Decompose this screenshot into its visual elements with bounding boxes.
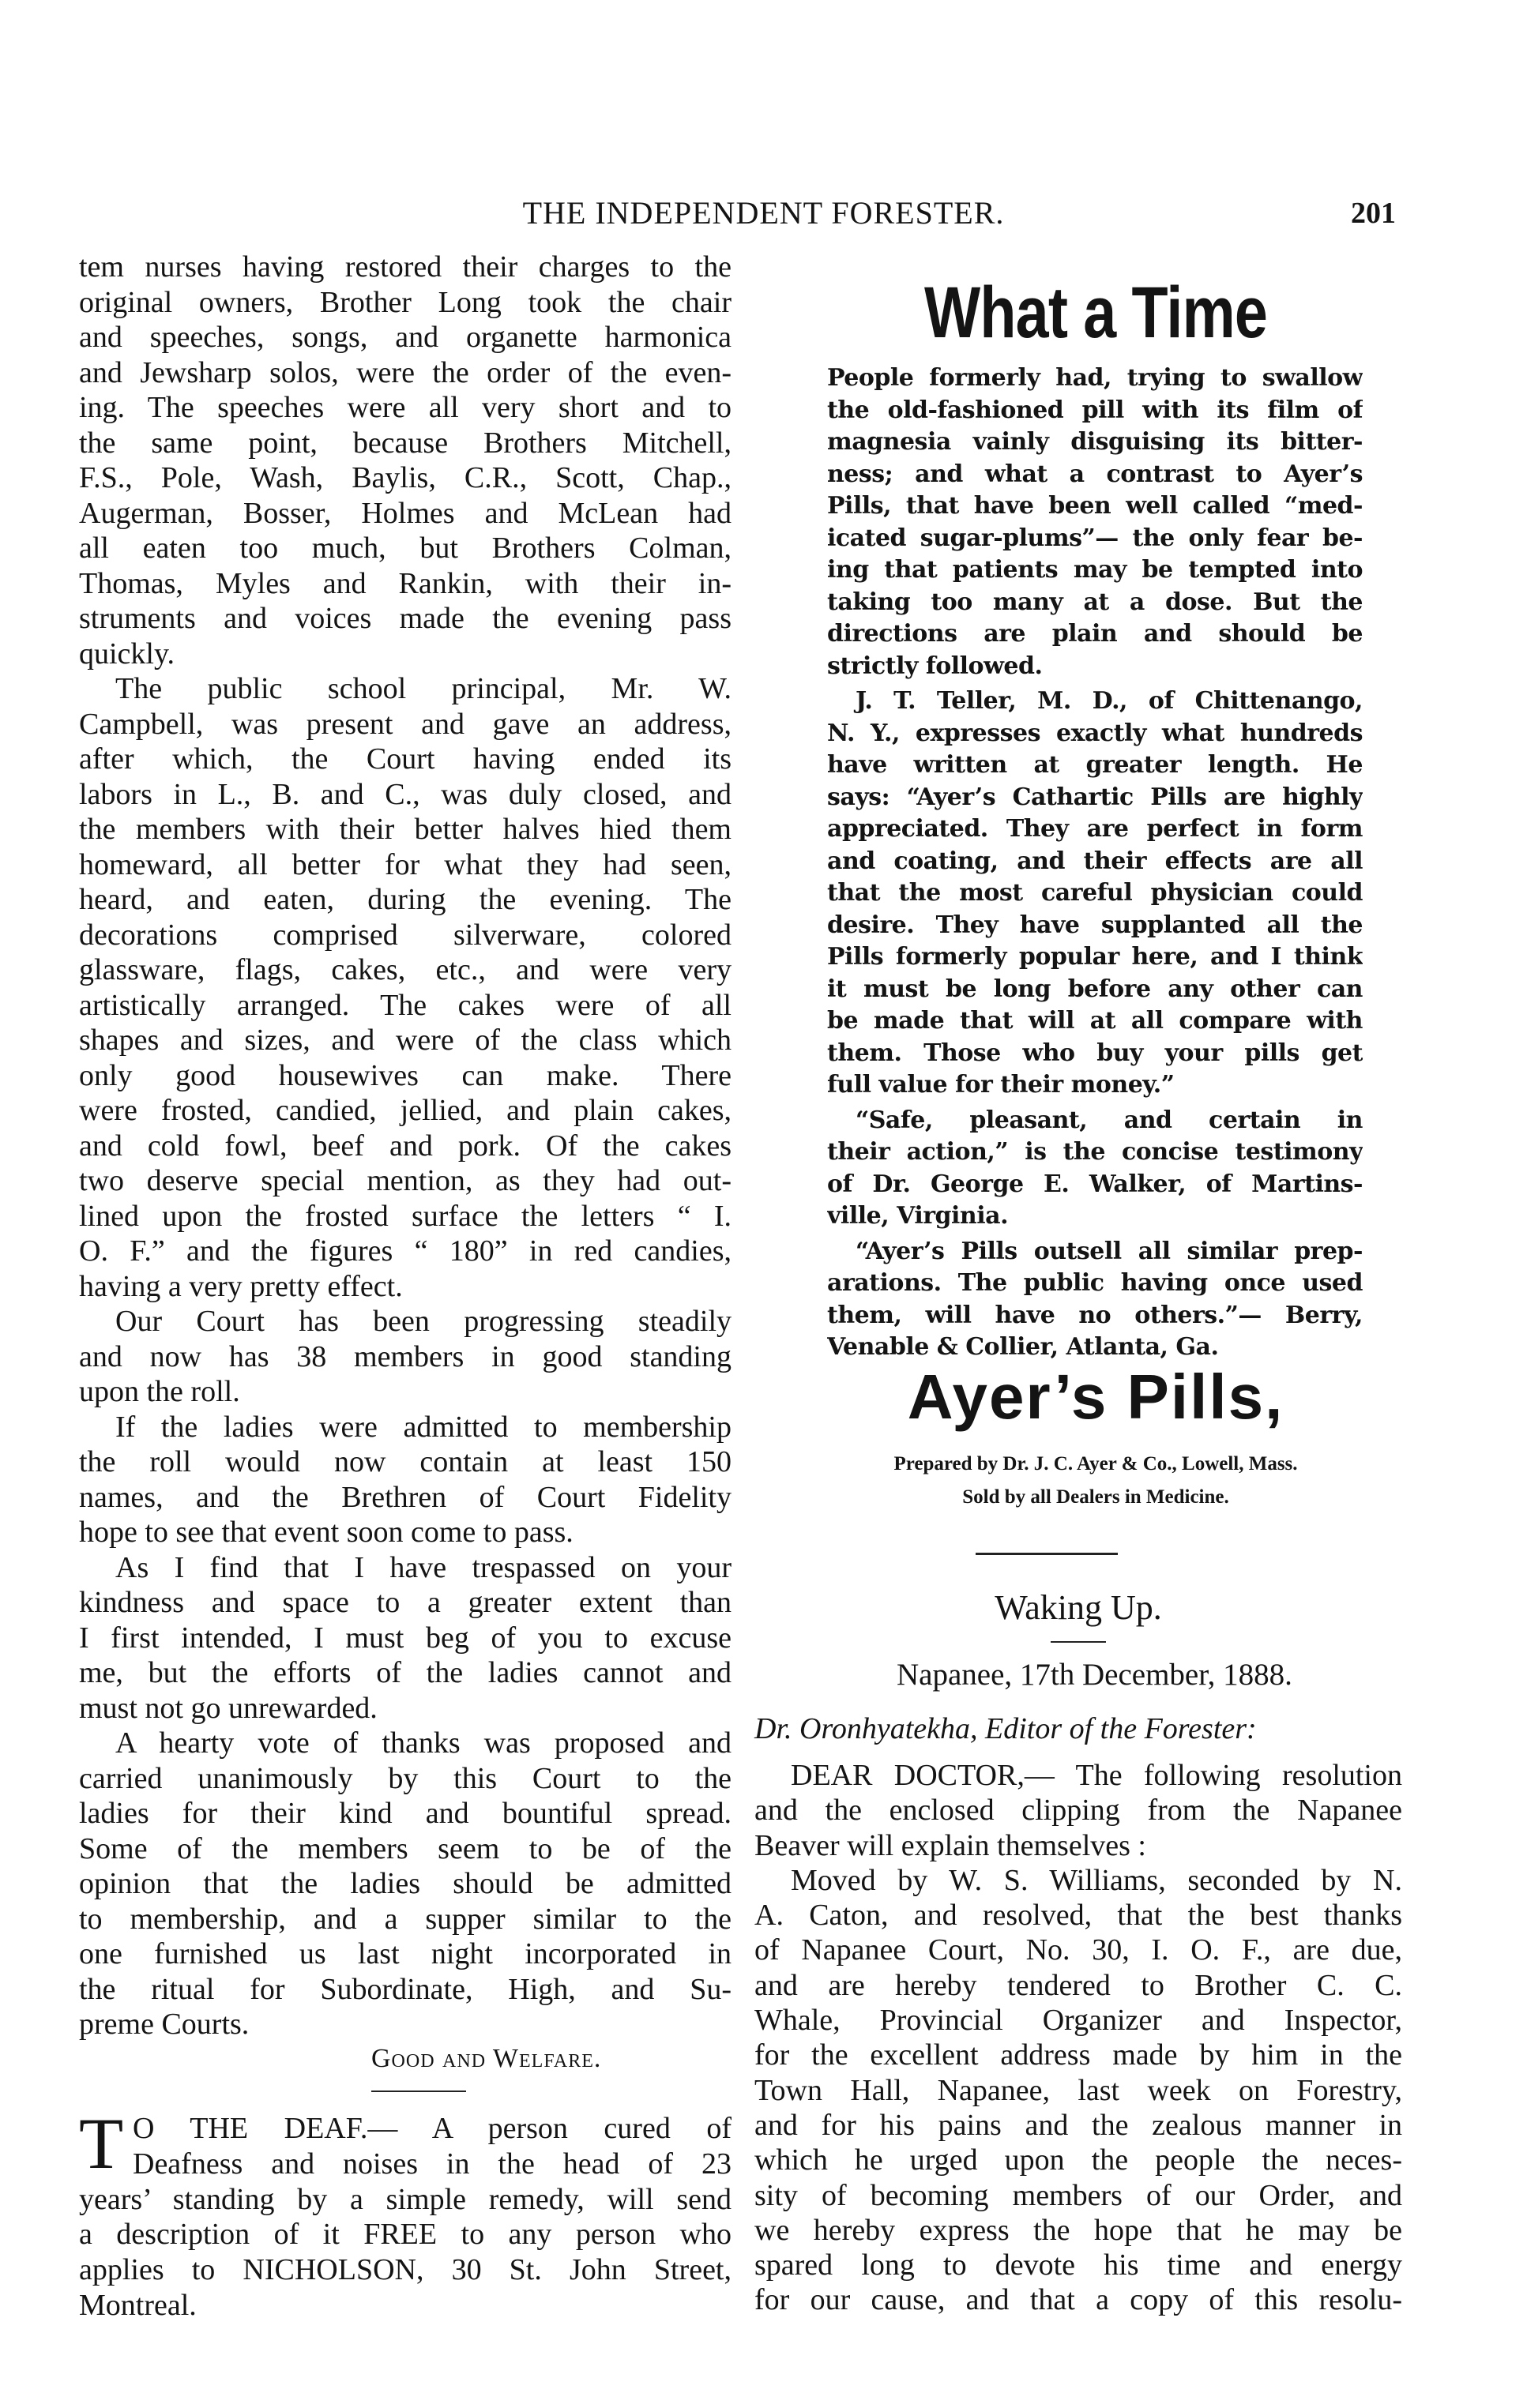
text-line: me, but the efforts of the ladies cannot and bbox=[79, 1656, 732, 1689]
waking-up-body bbox=[754, 1758, 1402, 2318]
paragraph bbox=[827, 363, 1363, 682]
text-line: years’ standing by a simple remedy, will send bbox=[79, 2182, 732, 2216]
text-line: The public school principal, Mr. W. bbox=[115, 672, 732, 705]
salutation: Dr. Oronhyatekha, Editor of the Forester: bbox=[754, 1712, 1257, 1745]
text-line: having a very pretty effect. bbox=[79, 1269, 403, 1303]
text-line: the members with their better halves hied them bbox=[79, 813, 732, 846]
paragraph bbox=[827, 1236, 1363, 1364]
text-line: them, will have no others.”— Berry, bbox=[827, 1301, 1363, 1329]
text-line: Pills formerly popular here, and I think bbox=[827, 943, 1363, 971]
text-line: the same point, because Brothers Mitchell, bbox=[79, 426, 732, 460]
text-line: applies to NICHOLSON, 30 St. John Street, bbox=[79, 2253, 732, 2287]
article-title: Waking Up. bbox=[995, 1588, 1162, 1627]
text-line: kindness and space to a greater extent than bbox=[79, 1586, 732, 1619]
running-header: THE INDEPENDENT FORESTER. bbox=[522, 195, 1005, 231]
text-line: and the enclosed clipping from the Napanee bbox=[754, 1794, 1402, 1828]
text-line: icated sugar-plums”— the only fear be- bbox=[827, 524, 1363, 552]
ad-sold-by: Sold by all Dealers in Medicine. bbox=[962, 1486, 1229, 1508]
text-line: tem nurses having restored their charges to the bbox=[79, 250, 732, 284]
signature: Good and Welfare. bbox=[371, 2044, 602, 2073]
text-line: A. Caton, and resolved, that the best thanks bbox=[754, 1899, 1402, 1933]
ad-headline: What a Time bbox=[924, 272, 1267, 353]
text-line: labors in L., B. and C., was duly closed, and bbox=[79, 777, 732, 811]
text-line: a description of it FREE to any person who bbox=[79, 2218, 732, 2252]
text-line: I first intended, I must beg of you to excuse bbox=[79, 1621, 732, 1655]
text-line: to membership, and a supper similar to the bbox=[79, 1902, 732, 1936]
text-line: two deserve special mention, as they had out- bbox=[79, 1164, 732, 1197]
paragraph bbox=[79, 250, 732, 671]
text-line: and Jewsharp solos, were the order of the even- bbox=[79, 355, 732, 389]
text-line: it must be long before any other can bbox=[827, 975, 1363, 1003]
text-line: of Napanee Court, No. 30, I. O. F., are due, bbox=[754, 1933, 1402, 1967]
text-line: for the excellent address made by him in the bbox=[754, 2038, 1402, 2072]
text-line: Whale, Provincial Organizer and Inspector, bbox=[754, 2004, 1402, 2038]
text-line: desire. They have supplanted all the bbox=[827, 911, 1363, 939]
text-line: carried unanimously by this Court to the bbox=[79, 1761, 732, 1795]
text-line: arations. The public having once used bbox=[827, 1269, 1363, 1297]
text-line: the old-fashioned pill with its film of bbox=[827, 396, 1363, 424]
text-line: one furnished us last night incorporated in bbox=[79, 1937, 732, 1970]
text-line: and speeches, songs, and organette harmonica bbox=[79, 321, 732, 354]
text-line: homeward, all better for what they had seen, bbox=[79, 847, 732, 881]
text-line: sity of becoming members of our Order, and bbox=[754, 2178, 1402, 2212]
ayers-ad bbox=[827, 363, 1363, 1364]
text-line: hope to see that event soon come to pass. bbox=[79, 1516, 574, 1549]
text-line: As I find that I have trespassed on your bbox=[115, 1550, 732, 1584]
text-line: and are hereby tendered to Brother C. C. bbox=[754, 1968, 1402, 2002]
text-line: A hearty vote of thanks was proposed and bbox=[115, 1726, 732, 1760]
text-line: “Safe, pleasant, and certain in bbox=[856, 1106, 1363, 1134]
text-line: Some of the members seem to be of the bbox=[79, 1831, 732, 1865]
text-line: artistically arranged. The cakes were of all bbox=[79, 988, 732, 1022]
text-line: directions are plain and should be bbox=[827, 620, 1363, 648]
text-line: after which, the Court having ended its bbox=[79, 742, 732, 776]
paragraph bbox=[79, 1726, 732, 2042]
text-line: Town Hall, Napanee, last week on Forestry, bbox=[754, 2073, 1402, 2107]
text-line: “Ayer’s Pills outsell all similar prep- bbox=[856, 1237, 1363, 1265]
divider bbox=[371, 2091, 466, 2092]
text-line: People formerly had, trying to swallow bbox=[827, 364, 1363, 392]
text-line: original owners, Brother Long took the chair bbox=[79, 285, 732, 319]
text-line: full value for their money.” bbox=[827, 1071, 1175, 1099]
text-line: Deafness and noises in the head of 23 bbox=[133, 2147, 732, 2181]
ad-product-name: Ayer’s Pills, bbox=[907, 1362, 1284, 1432]
text-line: for our cause, and that a copy of this resolu- bbox=[754, 2283, 1402, 2317]
text-line: struments and voices made the evening pass bbox=[79, 602, 732, 635]
deaf-ad bbox=[79, 2111, 732, 2323]
text-line: magnesia vainly disguising its bitter- bbox=[827, 428, 1363, 456]
text-line: the roll would now contain at least 150 bbox=[79, 1445, 732, 1478]
text-line: ing that patients may be tempted into bbox=[827, 556, 1363, 584]
paragraph bbox=[827, 686, 1363, 1102]
text-line: preme Courts. bbox=[79, 2008, 250, 2041]
paragraph bbox=[79, 1550, 732, 1726]
text-line: Thomas, Myles and Rankin, with their in- bbox=[79, 566, 732, 600]
text-line: names, and the Brethren of Court Fidelity bbox=[79, 1480, 732, 1514]
text-line: and now has 38 members in good standing bbox=[79, 1339, 732, 1373]
text-line: J. T. Teller, M. D., of Chittenango, bbox=[856, 687, 1363, 715]
text-line: ing. The speeches were all very short and to bbox=[79, 391, 732, 424]
text-line: DEAR DOCTOR,— The following resolution bbox=[791, 1759, 1402, 1792]
text-line: be made that will at all compare with bbox=[827, 1007, 1363, 1035]
text-line: heard, and eaten, during the evening. The bbox=[79, 883, 732, 916]
text-line: Montreal. bbox=[79, 2288, 197, 2322]
text-line: Moved by W. S. Williams, seconded by N. bbox=[791, 1863, 1402, 1897]
text-line: appreciated. They are perfect in form bbox=[827, 815, 1363, 843]
text-line: N. Y., expresses exactly what hundreds bbox=[827, 719, 1363, 747]
deaf-ad-drop-cap: T bbox=[79, 2103, 124, 2184]
text-line: Beaver will explain themselves : bbox=[754, 1828, 1146, 1862]
text-line: decorations comprised silverware, colored bbox=[79, 918, 732, 952]
dateline: Napanee, 17th December, 1888. bbox=[897, 1658, 1292, 1692]
text-line: spared long to devote his time and energy bbox=[754, 2248, 1402, 2282]
text-line: of Dr. George E. Walker, of Martins- bbox=[827, 1170, 1363, 1198]
text-line: only good housewives can make. There bbox=[79, 1058, 732, 1092]
text-line: If the ladies were admitted to membership bbox=[115, 1410, 732, 1444]
text-line: that the most careful physician could bbox=[827, 879, 1363, 907]
text-line: shapes and sizes, and were of the class which bbox=[79, 1024, 732, 1057]
text-line: strictly followed. bbox=[827, 652, 1043, 680]
text-line: the ritual for Subordinate, High, and Su- bbox=[79, 1972, 732, 2006]
text-line: and for his pains and the zealous manner in bbox=[754, 2108, 1402, 2142]
text-line: we hereby express the hope that he may be bbox=[754, 2213, 1402, 2247]
text-line: opinion that the ladies should be admitted bbox=[79, 1867, 732, 1900]
text-line: all eaten too much, but Brothers Colman, bbox=[79, 532, 732, 565]
text-line: quickly. bbox=[79, 637, 175, 671]
paragraph bbox=[79, 671, 732, 1304]
text-line: glassware, flags, cakes, etc., and were very bbox=[79, 953, 732, 986]
text-line: upon the roll. bbox=[79, 1375, 240, 1408]
text-line: says: “Ayer’s Cathartic Pills are highly bbox=[827, 783, 1363, 811]
text-line: Augerman, Bosser, Holmes and McLean had bbox=[79, 496, 732, 530]
text-line: lined upon the frosted surface the letters “ I. bbox=[79, 1199, 732, 1233]
title-rule bbox=[1051, 1641, 1106, 1643]
ad-prepared-by: Prepared by Dr. J. C. Ayer & Co., Lowell, Mass. bbox=[893, 1453, 1298, 1474]
text-line: must not go unrewarded. bbox=[79, 1691, 378, 1725]
text-line: were frosted, candied, jellied, and plain cakes, bbox=[79, 1094, 732, 1127]
text-line: O. F.” and the figures “ 180” in red candies, bbox=[79, 1234, 732, 1268]
text-line: and coating, and their effects are all bbox=[827, 847, 1363, 875]
left-column bbox=[79, 250, 732, 2042]
text-line: ladies for their kind and bountiful spread. bbox=[79, 1797, 732, 1830]
text-line: which he urged upon the people the neces- bbox=[754, 2143, 1402, 2177]
text-line: F.S., Pole, Wash, Baylis, C.R., Scott, Chap., bbox=[79, 461, 732, 494]
text-line: Venable & Collier, Atlanta, Ga. bbox=[827, 1333, 1219, 1361]
page-number: 201 bbox=[1351, 197, 1396, 230]
text-line: them. Those who buy your pills get bbox=[827, 1039, 1363, 1067]
text-line: and cold fowl, beef and pork. Of the cakes bbox=[79, 1129, 732, 1163]
text-line: Our Court has been progressing steadily bbox=[115, 1305, 732, 1338]
text-line: have written at greater length. He bbox=[827, 751, 1363, 779]
ornament-divider bbox=[976, 1553, 1118, 1555]
paragraph bbox=[79, 1304, 732, 1410]
text-line: taking too many at a dose. But the bbox=[827, 588, 1363, 616]
text-line: O THE DEAF.— A person cured of bbox=[133, 2112, 732, 2145]
paragraph bbox=[79, 1410, 732, 1550]
text-line: ville, Virginia. bbox=[827, 1202, 1009, 1230]
text-line: Campbell, was present and gave an address, bbox=[79, 707, 732, 741]
paragraph bbox=[827, 1105, 1363, 1233]
text-line: Pills, that have been well called “med- bbox=[827, 492, 1363, 520]
text-line: their action,” is the concise testimony bbox=[827, 1138, 1363, 1166]
text-line: ness; and what a contrast to Ayer’s bbox=[827, 460, 1363, 488]
